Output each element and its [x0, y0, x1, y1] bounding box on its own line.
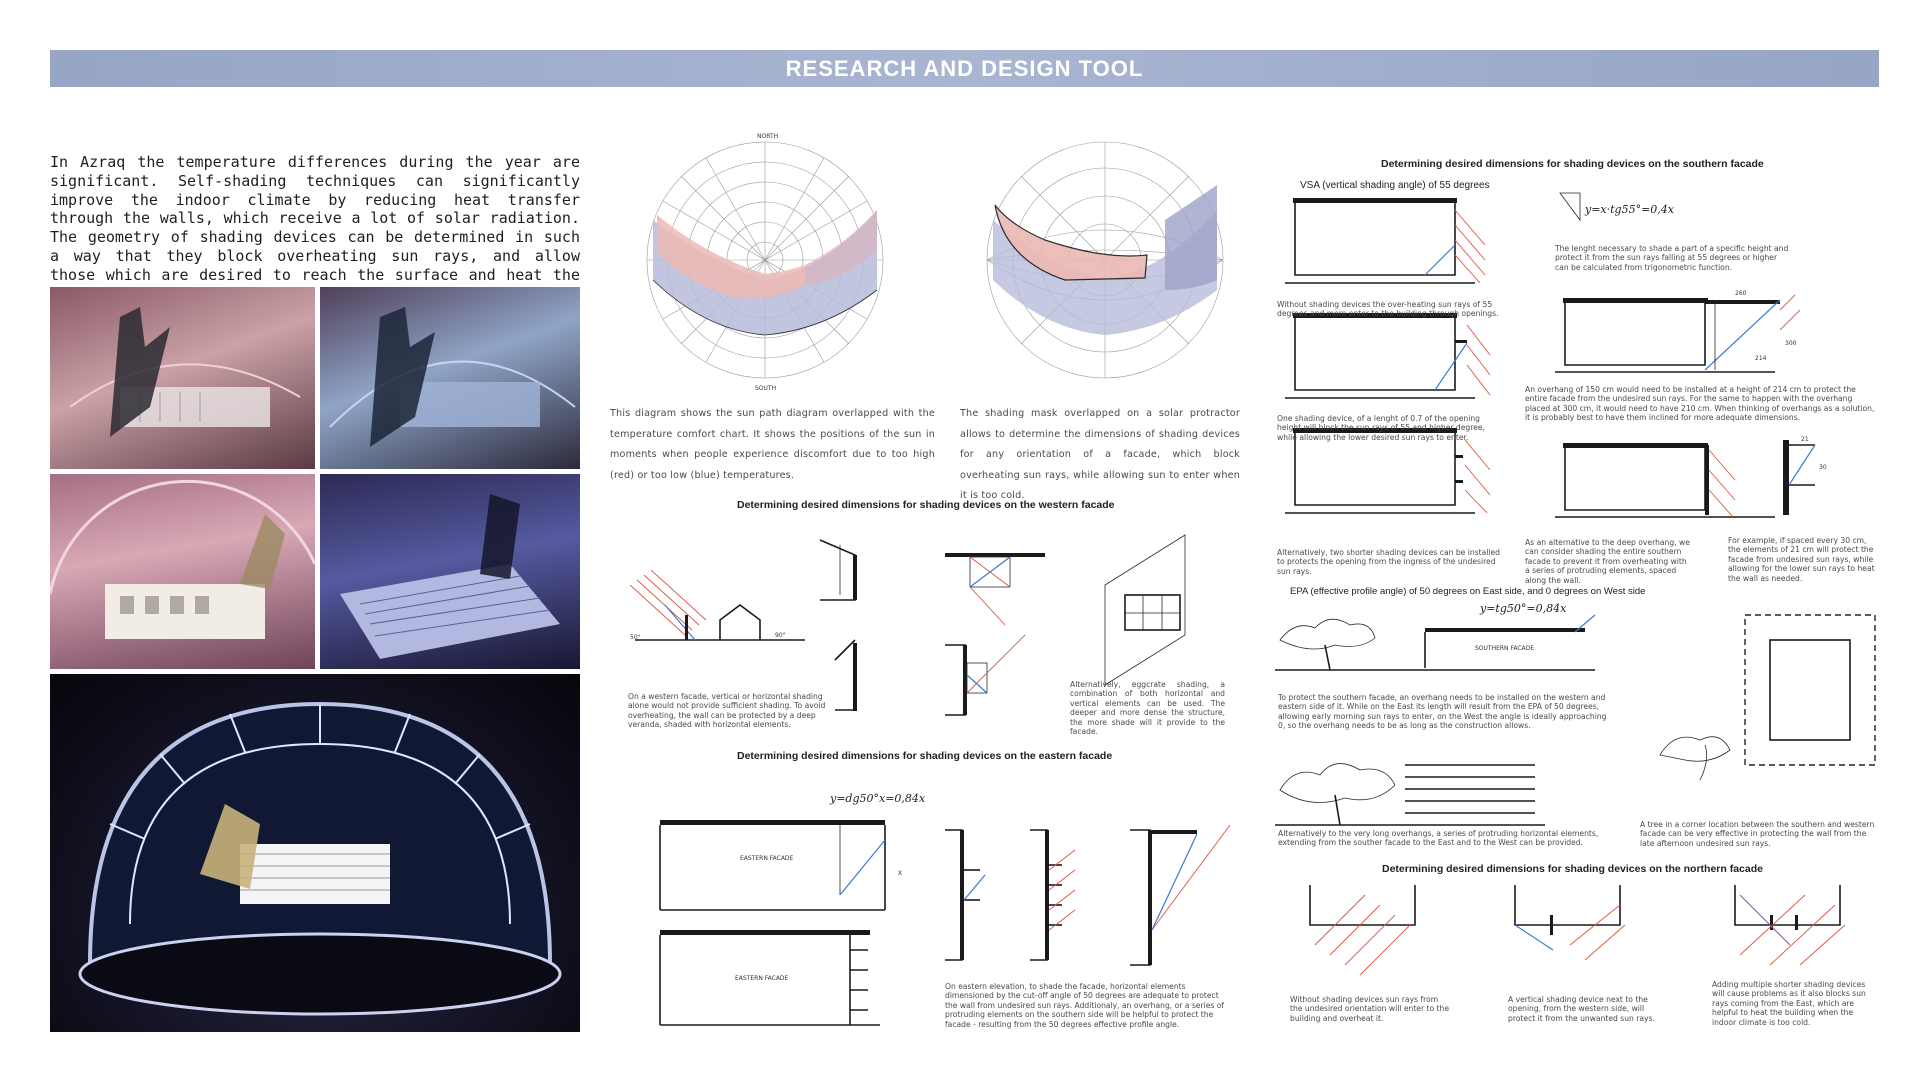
dim-260: 260 [1735, 290, 1747, 297]
dim-300: 300 [1785, 340, 1797, 347]
epa-formula: y=tg50°=0,84x [1480, 602, 1567, 615]
model-photo-4 [320, 474, 580, 669]
southern-example-caption: For example, if spaced every 30 cm, the elements of 21 cm will protect the facade from undesired sun rays, while allowing for the lower sun rays to heat the wall as needed. [1728, 536, 1875, 583]
dim-30: 30 [1819, 464, 1827, 471]
intro-paragraph: In Azraq the temperature differences during the year are significant. Self-shading techniques can significantly improve the indoor climate by reducing heat transfer through the walls, which receive a lot of solar radiation. The geometry of shading devices can be determined in such a way that they block overheating sun rays, and allow those which are desired to reach the surface and heat the [50, 153, 580, 284]
southern-caption-1: Without shading devices the over-heating sun rays of 55 degrees and more enter to the building through openings. [1277, 300, 1499, 319]
northern-caption-2: A vertical shading device next to the opening, from the western side, will protect it from the unwanted sun rays. [1508, 995, 1655, 1023]
epa-caption-1: To protect the southern facade, an overhang needs to be installed on the western and eastern side of it. While on the East its length will result from the EPA of 50 degrees, allowing early morning sun rays to enter, on the West the angle is ideally approaching 0, so the overhang needs to be as long as the construction allows. [1278, 693, 1607, 731]
svg-text:90°: 90° [775, 632, 786, 639]
dim-21: 21 [1801, 436, 1809, 443]
northern-sketches [1305, 885, 1865, 985]
epa-caption-2: Alternatively to the very long overhangs, a series of protruding horizontal elements, extending from the souther facade to the East and to the West can be provided. [1278, 829, 1599, 848]
southern-alt-caption: As an alternative to the deep overhang, we can consider shading the entire southern facade to prevent it from overheating with a series of protruding elements, spaced along the wall. [1525, 538, 1690, 585]
western-caption-1: On a western facade, vertical or horizontal shading alone would not provide sufficient shading. To avoid overheating, the wall can be protected by a deep veranda, shaded with horizontal elements. [628, 692, 826, 730]
vsa-label: VSA (vertical shading angle) of 55 degrees [1300, 180, 1490, 191]
southern-sections-left [1275, 195, 1515, 525]
eastern-caption: On eastern elevation, to shade the facade, horizontal elements dimensioned by the cut-off angle of 50 degrees are adequate to protect the wall from undesired sun rays. Additionaly, an overhang, or a series of protruding elements on the southern side will be helpful to protect the facade - resulting from the 50 degrees effective profile angle. [945, 982, 1225, 1029]
dim-214: 214 [1755, 355, 1767, 362]
epa-label: EPA (effective profile angle) of 50 degrees on East side, and 0 degrees on West side [1290, 586, 1646, 597]
western-caption-2: Alternatively, eggcrate shading, a combination of both horizontal and vertical elements can be used. The deeper and more dense the structure, the more shade will it provide to the facade. [1070, 680, 1225, 737]
southern-caption-2: One shading device, of a lenght of 0.7 of the opening height will block the sun rays of 55 and higher degree, while allowing the lower desired sun rays to enter. [1277, 414, 1485, 442]
dome-model-photo [50, 674, 580, 1032]
model-photo-1 [50, 287, 315, 469]
western-heading: Determining desired dimensions for shading devices on the western facade [737, 499, 1115, 511]
sun-path-diagram [615, 132, 945, 407]
svg-text:X: X [898, 870, 903, 877]
epa-caption-3: A tree in a corner location between the southern and western facade can be very effective in protecting the wall from the late afternoon undesired sun rays. [1640, 820, 1875, 848]
southern-overhang-caption: An overhang of 150 cm would need to be installed at a height of 214 cm to protect the entire facade from the undesired sun rays. For the same to happen with the overhang placed at 300 cm, it would need to have 210 cm. When thinking of overhangs as a solution, it is probably best to have them inclined for more adequate dimensions. [1525, 385, 1875, 423]
northern-caption-1: Without shading devices sun rays from the undesired orientation will enter to the building and overheat it. [1290, 995, 1449, 1023]
svg-text:50°: 50° [630, 634, 641, 641]
eastern-heading: Determining desired dimensions for shading devices on the eastern facade [737, 750, 1113, 762]
southern-sections-right [1555, 185, 1885, 520]
northern-heading: Determining desired dimensions for shading devices on the northern facade [1382, 863, 1763, 875]
sun-path-caption: This diagram shows the sun path diagram overlapped with the temperature comfort chart. It shows the positions of the sun in moments when people experience discomfort due to too high (red) or too low (blue) temperatures. [610, 408, 935, 481]
southern-formula: y=x·tg55°=0,4x [1585, 203, 1675, 216]
title-banner [50, 50, 1879, 87]
page-title: RESEARCH AND DESIGN TOOL [785, 55, 1144, 81]
svg-text:NORTH: NORTH [757, 133, 779, 140]
shading-mask-caption: The shading mask overlapped on a solar protractor allows to determine the dimensions of shading devices for any orientation of a facade, which block overheating sun rays, while allowing sun to enter when it is too cold. [960, 408, 1240, 501]
svg-text:SOUTH: SOUTH [755, 385, 777, 392]
northern-caption-3: Adding multiple shorter shading devices will cause problems as it also blocks sun rays coming from the East, which are helpful to heat the building when the indoor climate is too cold. [1712, 980, 1866, 1027]
eastern-facade-label-2: EASTERN FACADE [735, 975, 789, 982]
southern-heading: Determining desired dimensions for shading devices on the southern facade [1381, 158, 1764, 170]
eastern-formula: y=dg50°x=0,84x [830, 792, 926, 805]
model-photo-2 [320, 287, 580, 469]
southern-formula-caption: The lenght necessary to shade a part of a specific height and protect it from the sun rays falling at 55 degrees or higher can be calculated from trigonometric function. [1555, 244, 1789, 272]
epa-facade-label: SOUTHERN FACADE [1475, 645, 1535, 652]
model-photo-3 [50, 474, 315, 669]
southern-caption-3: Alternatively, two shorter shading devices can be installed to protects the opening from the ingress of the undesired sun rays. [1277, 548, 1500, 576]
shading-mask-diagram [975, 132, 1245, 407]
eastern-facade-label-1: EASTERN FACADE [740, 855, 794, 862]
